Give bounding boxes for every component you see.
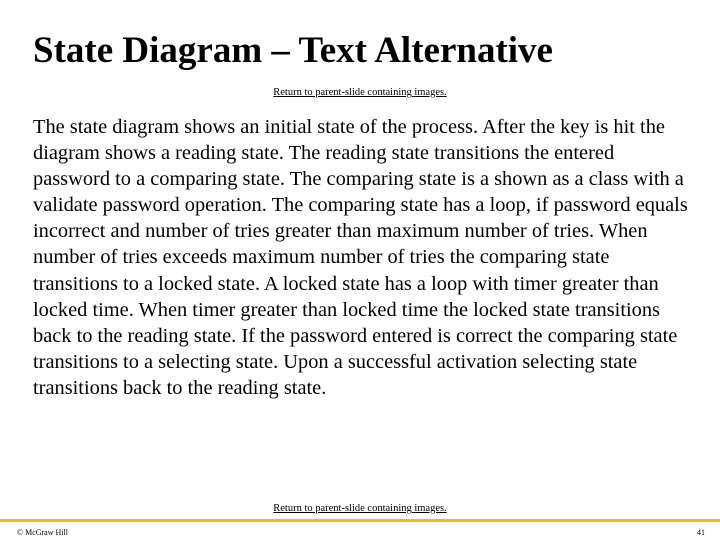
- footer-copyright: © McGraw Hill: [17, 528, 68, 537]
- return-to-parent-link-bottom[interactable]: Return to parent-slide containing images.: [273, 503, 447, 514]
- footer-accent-bar: [0, 519, 720, 522]
- slide-title: State Diagram – Text Alternative: [33, 30, 553, 71]
- slide-page-number: 41: [697, 528, 705, 537]
- return-to-parent-link-top[interactable]: Return to parent-slide containing images.: [273, 87, 447, 98]
- text-alternative-body: The state diagram shows an initial state of the process. After the key is hit the diagram shows a reading state. The reading state transitions the entered password to a comparing state. The comparing state is a shown as a class with a validate password operation. The comparing state has a loop, if password equals incorrect and number of tries greater than maximum number of tries. When number of tries exceeds maximum number of tries the comparing state transitions to a locked state. A locked state has a loop with timer greater than locked time. When timer greater than locked time the locked state transitions back to the reading state. If the password entered is correct the comparing state transitions to a selecting state. Upon a successful activation selecting state transitions back to the reading state.: [33, 116, 688, 399]
